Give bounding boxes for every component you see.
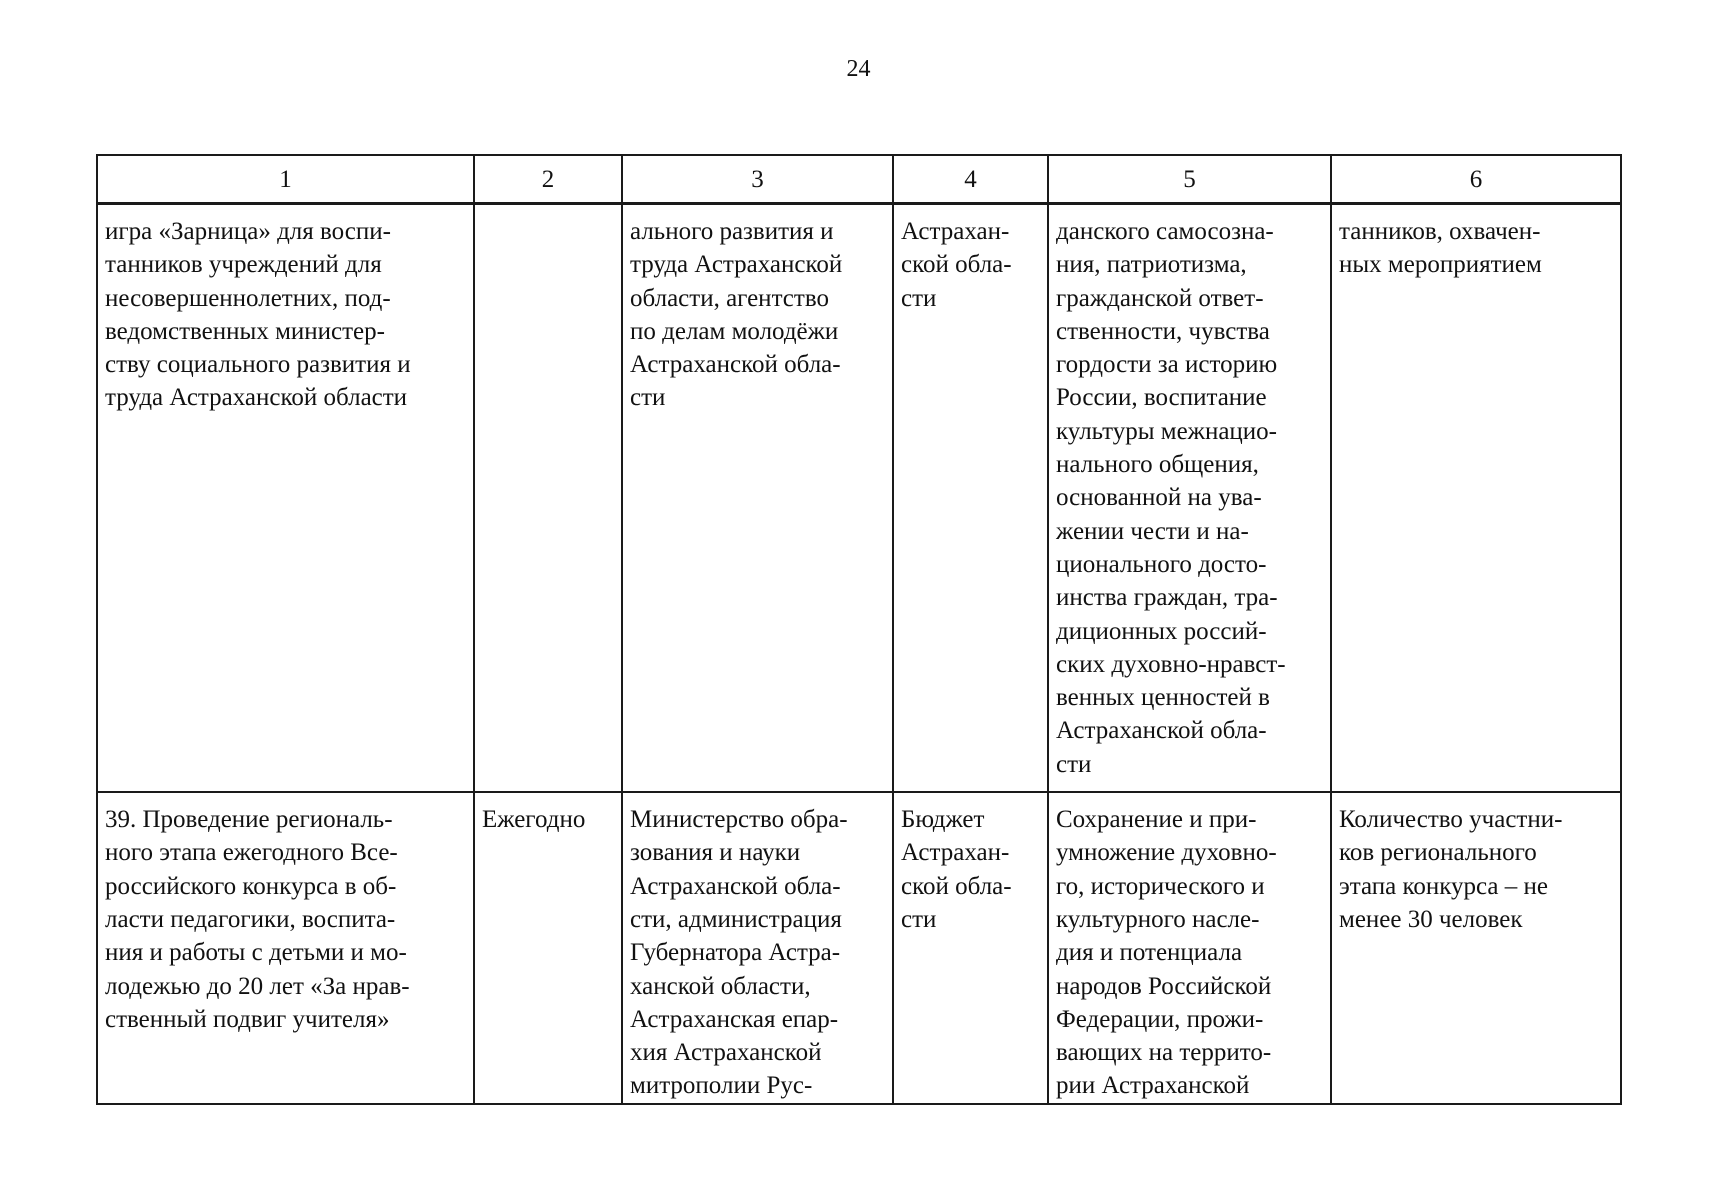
column-header-5: 5 [1048,155,1331,204]
table-row [97,204,1621,793]
column-header-1: 1 [97,155,474,204]
cell-timeframe: Ежегодно [474,792,622,1104]
column-header-3: 3 [622,155,893,204]
cell-funding: Астрахан- ской обла- сти [893,204,1048,793]
header-row [97,155,1621,204]
table-body [97,204,1621,1104]
cell-goal: Сохранение и при- умножение духовно- го, исторического и культурного насле- дия и потенциала народов Российской Федерации, прожи- вающих на террито- рии Астраханской [1048,792,1331,1104]
table-header [97,155,1621,204]
cell-timeframe [474,204,622,793]
cell-indicator: танников, охвачен- ных мероприятием [1331,204,1621,793]
column-header-2: 2 [474,155,622,204]
cell-goal: данского самосозна- ния, патриотизма, гражданской ответ- ственности, чувства гордости за историю России, воспитание культуры межнацио- нального общения, основанной на ува- жении чести и на- ционального досто- инства граждан, тра- диционных россий- ских духовно-нравст- венных ценностей в Астраханской обла- сти [1048,204,1331,793]
cell-responsible: ального развития и труда Астраханской области, агентство по делам молодёжи Астраханской обла- сти [622,204,893,793]
column-header-6: 6 [1331,155,1621,204]
cell-indicator: Количество участни- ков регионального этапа конкурса – не менее 30 человек [1331,792,1621,1104]
cell-responsible: Министерство обра- зования и науки Астраханской обла- сти, администрация Губернатора Астра- ханской области, Астраханская епар- хия Астраханской митрополии Рус- [622,792,893,1104]
page-number: 24 [846,56,871,82]
cell-event-name: 39. Проведение региональ- ного этапа ежегодного Все- российского конкурса в об- ласти педагогики, воспита- ния и работы с детьми и мо- лодежью до 20 лет «За нрав- ственный подвиг учителя» [97,792,474,1104]
column-header-4: 4 [893,155,1048,204]
program-table [96,154,1622,1105]
table-row [97,792,1621,1104]
cell-event-name: игра «Зарница» для воспи- танников учреждений для несовершеннолетних, под- ведомственных министер- ству социального развития и труда Астраханской области [97,204,474,793]
cell-funding: Бюджет Астрахан- ской обла- сти [893,792,1048,1104]
